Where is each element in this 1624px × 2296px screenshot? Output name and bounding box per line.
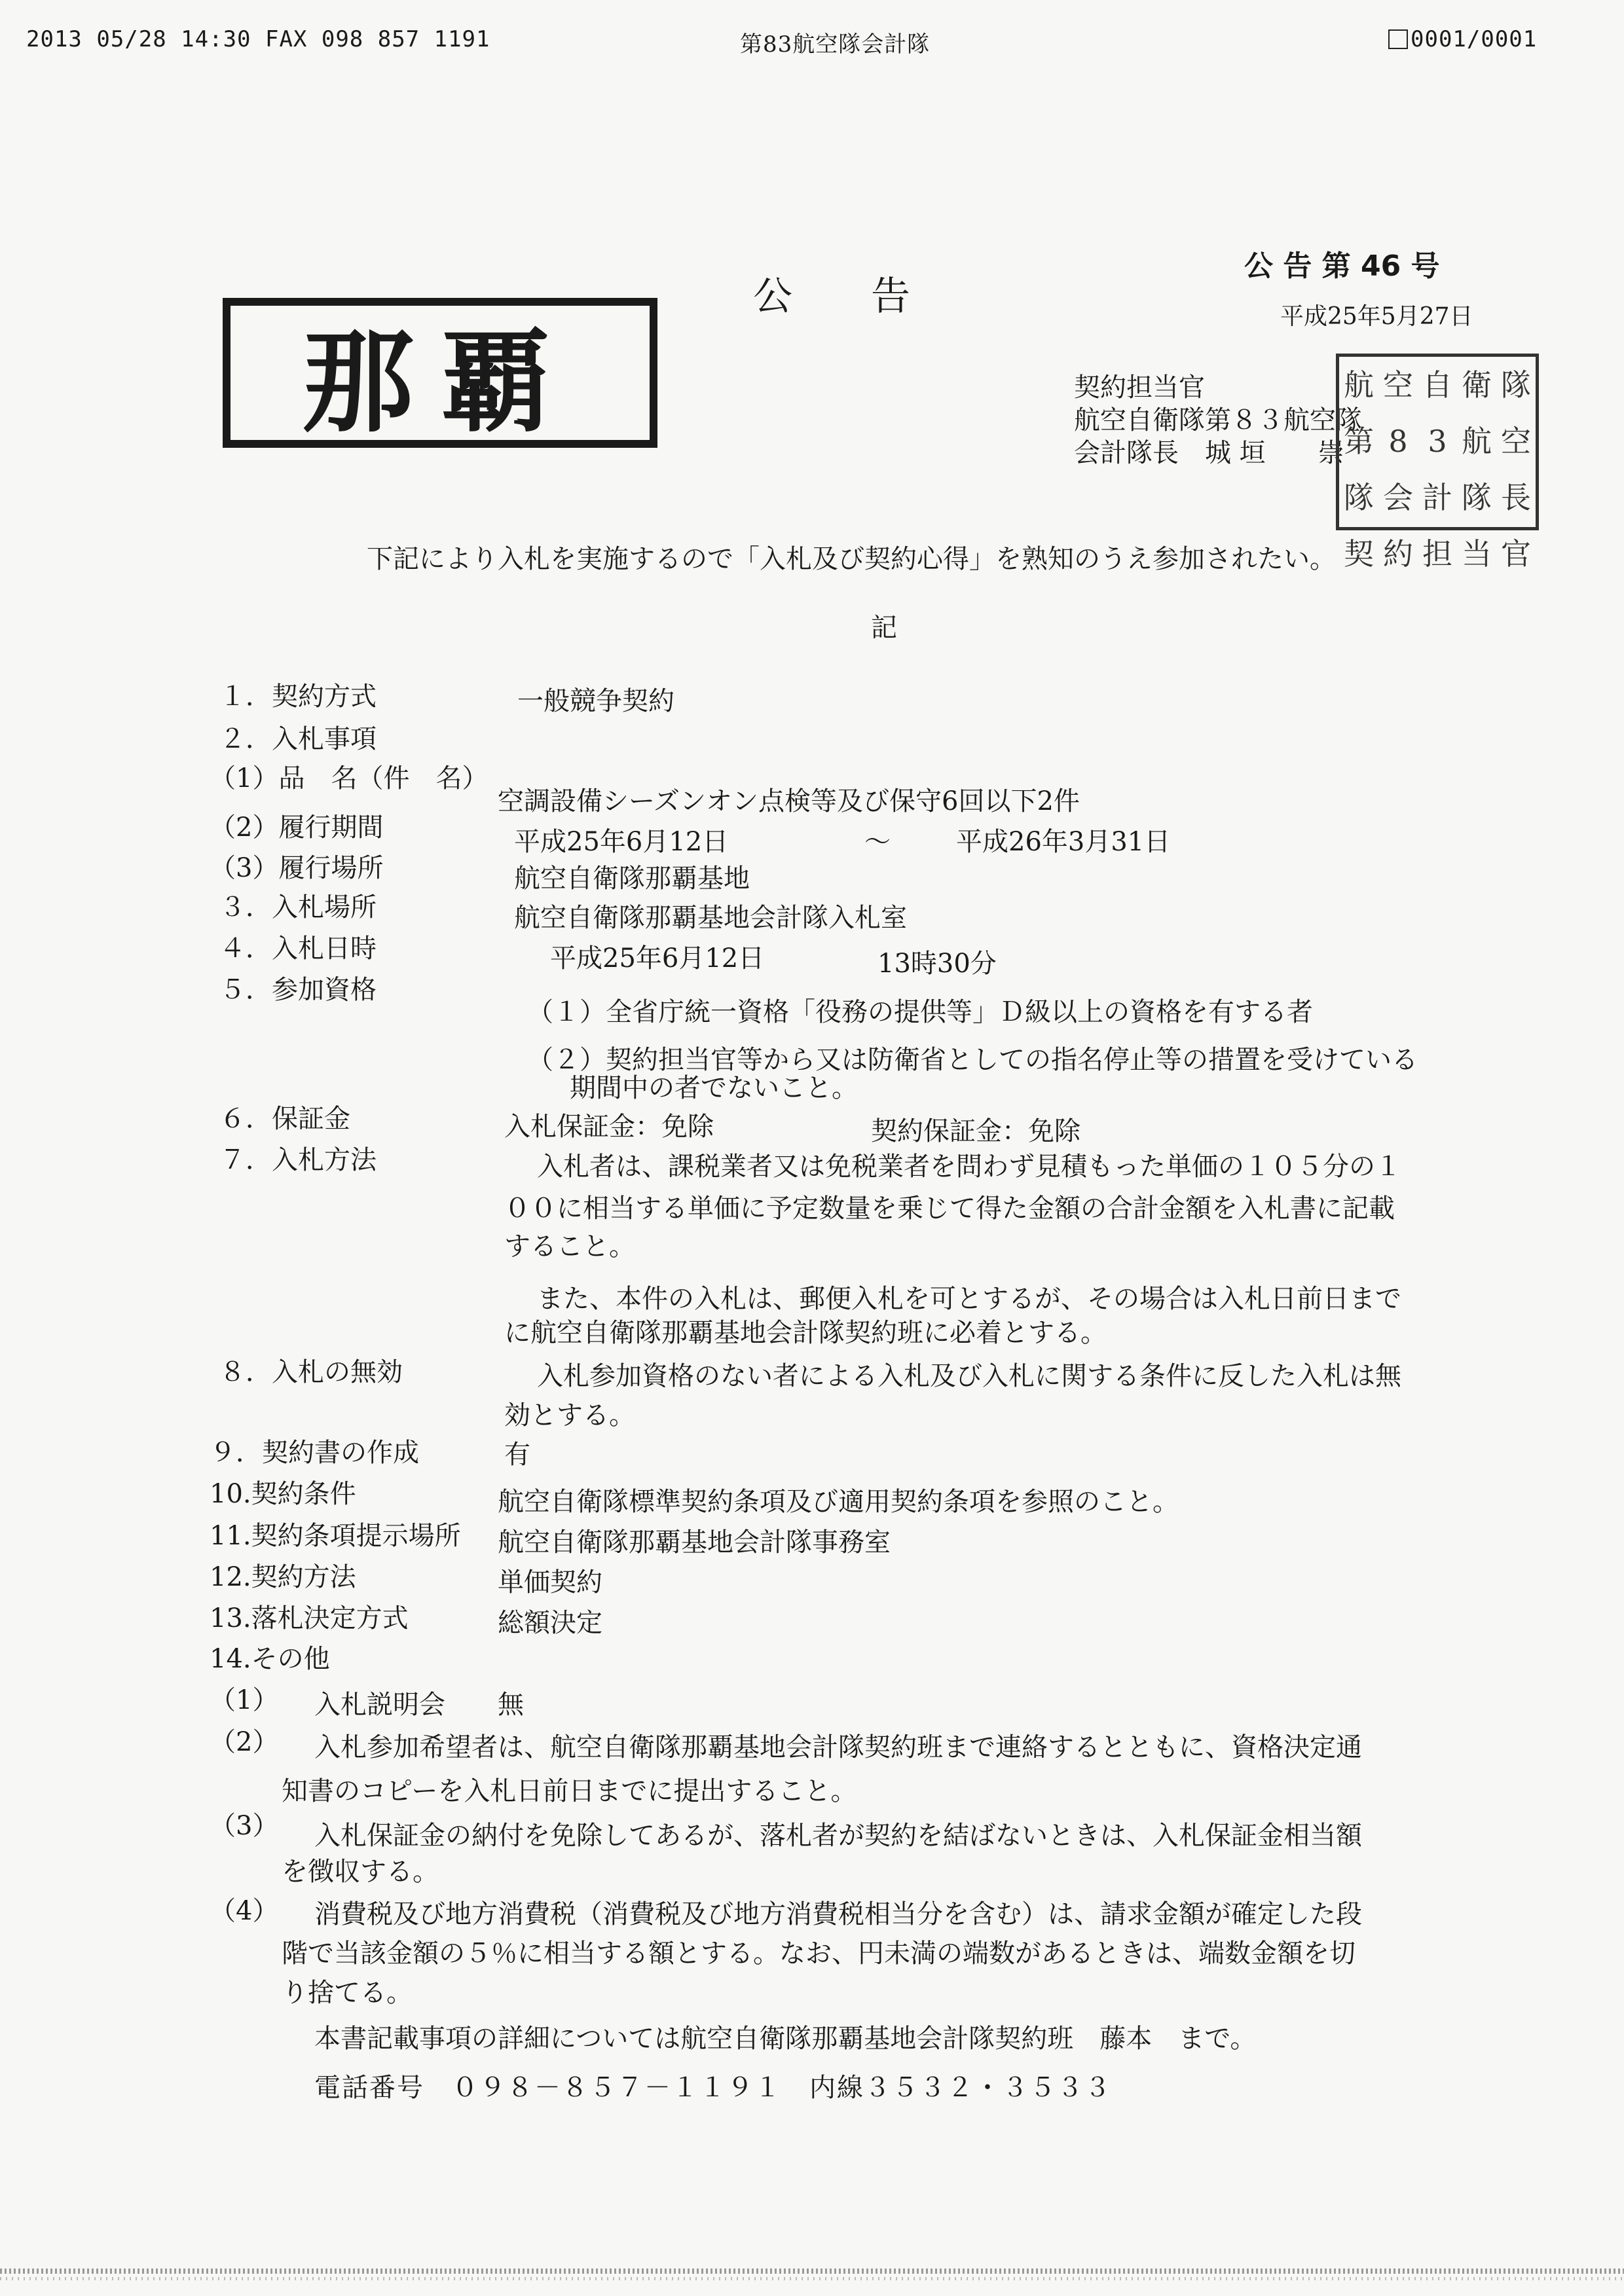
other3-line2: を徴収する。: [282, 1857, 439, 1887]
item13-value: 総額決定: [498, 1608, 602, 1638]
item7-line4: また、本件の入札は、郵便入札を可とするが、その場合は入札日前日まで: [537, 1284, 1401, 1314]
item2-label: ２．入札事項: [219, 724, 377, 754]
seal-char: 航: [1344, 367, 1374, 403]
issuer-line1: 契約担当官: [1074, 373, 1205, 403]
other4-line2: 階で当該金額の５％に相当する額とする。なお、円未満の端数があるときは、端数金額を切: [282, 1939, 1356, 1969]
seal-char: 航: [1462, 424, 1492, 459]
item10-label: 10.契約条件: [210, 1479, 356, 1509]
fax-header-right: [1388, 26, 1537, 52]
other2-line1: 入札参加希望者は、航空自衛隊那覇基地会計隊契約班まで連絡するとともに、資格決定通: [314, 1732, 1362, 1762]
item3-value: 航空自衛隊那覇基地会計隊入札室: [514, 903, 907, 933]
item10-value: 航空自衛隊標準契約条項及び適用契約条項を参照のこと。: [498, 1487, 1179, 1517]
item2-3-value: 航空自衛隊那覇基地: [514, 864, 750, 894]
seal-char: 空: [1501, 424, 1531, 459]
seal-char: 自: [1422, 367, 1452, 403]
seal-char: 官: [1501, 536, 1531, 572]
issuer-line3: 会計隊長 城 垣 崇: [1074, 438, 1344, 468]
item2-2-tilde: ～: [864, 827, 891, 857]
item4-time: 13時30分: [877, 949, 997, 979]
page-title: 公 告: [753, 274, 910, 319]
seal-char: 会: [1383, 480, 1413, 515]
other3-line1: 入札保証金の納付を免除してあるが、落札者が契約を結ばないときは、入札保証金相当額: [314, 1821, 1362, 1851]
item8-line2: 効とする。: [504, 1400, 635, 1430]
item2-2-from: 平成25年6月12日: [514, 827, 729, 857]
item2-1-value: 空調設備シーズンオン点検等及び保守6回以下2件: [498, 786, 1080, 816]
issuer-line2: 航空自衛隊第８３航空隊: [1074, 405, 1362, 435]
item9-label: ９．契約書の作成: [210, 1438, 419, 1468]
other4-line3: り捨てる。: [282, 1978, 413, 2008]
intro-text: 下記により入札を実施するので「入札及び契約心得」を熟知のうえ参加されたい。: [367, 544, 1336, 574]
other2-line2: 知書のコピーを入札日前日までに提出すること。: [282, 1776, 857, 1806]
seal-char: 約: [1383, 536, 1413, 572]
seal-char: 契: [1344, 536, 1374, 572]
item8-label: ８．入札の無効: [219, 1357, 403, 1387]
other1-num: （1）: [210, 1685, 279, 1715]
other3-num: （3）: [210, 1811, 279, 1841]
naha-stamp: [223, 298, 657, 448]
item7-line1: 入札者は、課税業者又は免税業者を問わず見積もった単価の１０５分の１: [537, 1152, 1401, 1182]
seal-char: 当: [1462, 536, 1492, 572]
seal-char: 長: [1501, 480, 1531, 515]
item7-line2: ００に相当する単価に予定数量を乗じて得た金額の合計金額を入札書に記載: [504, 1194, 1395, 1224]
seal-char: 隊: [1344, 480, 1374, 515]
notice-date: 平成25年5月27日: [1280, 303, 1473, 330]
item1-value: 一般競争契約: [517, 686, 674, 716]
item4-label: ４．入札日時: [219, 934, 377, 964]
item2-3-label: （3）履行場所: [210, 853, 384, 883]
fax-header-left: 2013 05/28 14:30 FAX 098 857 1191: [26, 26, 490, 52]
item1-label: １．契約方式: [219, 682, 377, 712]
item2-2-to: 平成26年3月31日: [956, 827, 1171, 857]
stamp-text: 那覇: [302, 318, 578, 448]
item7-line5: に航空自衛隊那覇基地会計隊契約班に必着とする。: [504, 1318, 1107, 1348]
other2-num: （2）: [210, 1727, 279, 1757]
item12-label: 12.契約方法: [210, 1562, 356, 1592]
item3-label: ３．入札場所: [219, 892, 377, 922]
other4-num: （4）: [210, 1896, 279, 1926]
seal-char: 空: [1383, 367, 1413, 403]
item5-2a: （２）契約担当官等から又は防衛省としての指名停止等の措置を受けている: [527, 1045, 1418, 1075]
fax-page-count: 0001/0001: [1411, 26, 1538, 52]
seal-char: 担: [1422, 536, 1452, 572]
item7-label: ７．入札方法: [219, 1145, 377, 1175]
seal-char: 3: [1428, 424, 1447, 459]
item9-value: 有: [504, 1440, 530, 1470]
fax-header-center: 第83航空隊会計隊: [740, 31, 931, 58]
item5-label: ５．参加資格: [219, 975, 377, 1005]
item6-bid-deposit: 入札保証金：免除: [504, 1112, 714, 1142]
item5-1: （１）全省庁統一資格「役務の提供等」Ｄ級以上の資格を有する者: [527, 997, 1313, 1027]
item7-line3: すること。: [504, 1231, 635, 1262]
ki-heading: 記: [871, 613, 897, 643]
seal-char: 衛: [1462, 367, 1492, 403]
item11-label: 11.契約条項提示場所: [210, 1521, 461, 1551]
seal-char: 8: [1388, 424, 1408, 459]
phone-number: 電話番号 ０９８－８５７－１１９１ 内線３５３２・３５３３: [314, 2073, 1112, 2103]
contact-text: 本書記載事項の詳細については航空自衛隊那覇基地会計隊契約班 藤本 まで。: [314, 2024, 1257, 2054]
item4-date: 平成25年6月12日: [550, 943, 765, 974]
item8-line1: 入札参加資格のない者による入札及び入札に関する条件に反した入札は無: [537, 1361, 1401, 1391]
item2-1-label: （1）品 名（件 名）: [210, 763, 489, 793]
item12-value: 単価契約: [498, 1567, 602, 1597]
item14-label: 14.その他: [210, 1644, 330, 1674]
item6-contract-deposit: 契約保証金：免除: [871, 1116, 1080, 1146]
item11-value: 航空自衛隊那覇基地会計隊事務室: [498, 1527, 891, 1558]
item2-2-label: （2）履行期間: [210, 812, 384, 843]
item6-label: ６．保証金: [219, 1104, 350, 1134]
seal-char: 第: [1344, 424, 1374, 459]
notice-number: 公 告 第 46 号: [1244, 249, 1440, 283]
official-seal: [1336, 354, 1539, 572]
item13-label: 13.落札決定方式: [210, 1603, 409, 1633]
scan-noise-line: [0, 2269, 1624, 2274]
fax-page-icon: [1388, 29, 1408, 49]
other1-text: 入札説明会 無: [314, 1690, 524, 1720]
seal-char: 隊: [1501, 367, 1531, 403]
other4-line1: 消費税及び地方消費税（消費税及び地方消費税相当分を含む）は、請求金額が確定した段: [314, 1899, 1362, 1929]
item5-2b: 期間中の者でないこと。: [570, 1073, 858, 1103]
seal-char: 隊: [1462, 480, 1492, 515]
seal-char: 計: [1422, 480, 1452, 515]
scan-noise-line-2: [0, 2277, 1624, 2280]
